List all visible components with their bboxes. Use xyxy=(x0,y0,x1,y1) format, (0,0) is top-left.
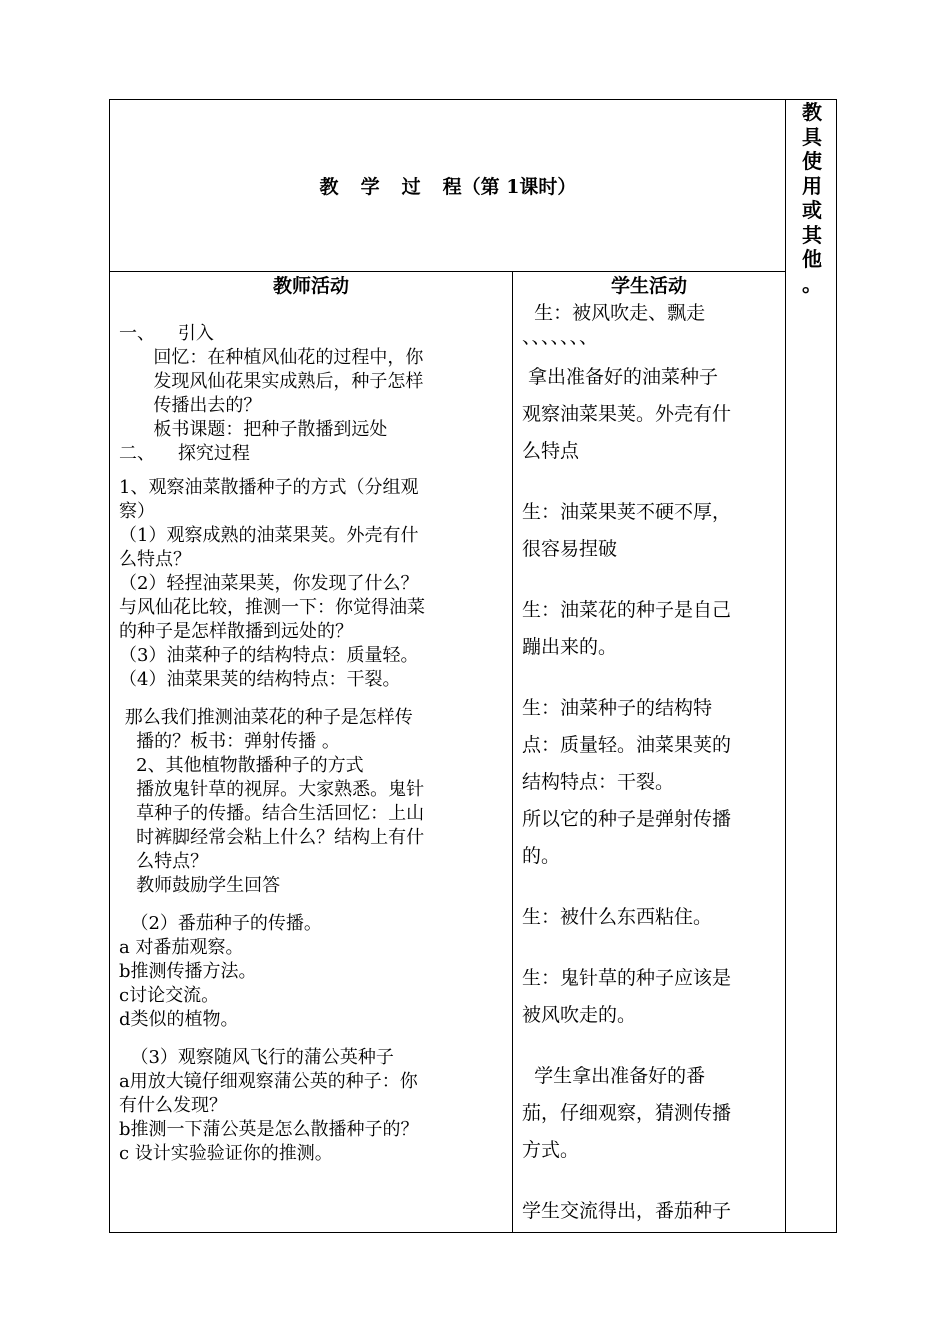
student-line: 生：油菜种子的结构特 xyxy=(522,697,713,719)
teacher-line: c 设计实验验证你的推测。 xyxy=(119,1143,333,1164)
side-heading-char: 使 xyxy=(802,149,822,173)
teacher-line: 2、其他植物散播种子的方式 xyxy=(119,755,364,776)
student-line: 点：质量轻。油菜果荚的 xyxy=(522,734,732,756)
teacher-blank-line xyxy=(119,692,504,706)
student-blank-line xyxy=(522,875,777,899)
student-line: 的。 xyxy=(522,845,561,867)
student-line: 生：鬼针草的种子应该是 xyxy=(522,967,732,989)
teacher-line: 二、 探究过程 xyxy=(119,443,250,464)
side-heading-char: 他 xyxy=(802,247,822,271)
student-line: 茄，仔细观察，猜测传播 xyxy=(522,1102,732,1124)
title-char: 程（第 1课时） xyxy=(442,176,577,198)
teacher-line: 发现风仙花果实成熟后，种子怎样 xyxy=(119,371,424,392)
student-line: 生：油菜花的种子是自己 xyxy=(522,599,732,621)
teacher-line: 一、 引入 xyxy=(119,323,214,344)
student-activity-heading: 学生活动 xyxy=(610,275,687,297)
student-line: 所以它的种子是弹射传播 xyxy=(522,808,732,830)
student-blank-line xyxy=(522,1169,777,1193)
side-heading-char: 或 xyxy=(802,198,822,222)
teacher-line: 么特点？ xyxy=(119,851,209,872)
teacher-line: 回忆：在种植风仙花的过程中，你 xyxy=(119,347,424,368)
teacher-line: b推测一下蒲公英是怎么散播种子的？ xyxy=(119,1119,419,1140)
teacher-line: 有什么发现？ xyxy=(119,1095,227,1116)
teacher-line: a用放大镜仔细观察蒲公英的种子：你 xyxy=(119,1071,418,1092)
student-blank-line xyxy=(522,349,777,359)
teacher-line: 播的？板书：弹射传播 。 xyxy=(119,731,340,752)
teacher-line: 时裤脚经常会粘上什么？结构上有什 xyxy=(119,827,425,848)
teacher-line: b推测传播方法。 xyxy=(119,961,257,982)
teacher-line: （2）轻捏油菜果荚，你发现了什么？ xyxy=(119,573,419,594)
teacher-line: （4）油菜果荚的结构特点：干裂。 xyxy=(119,669,401,690)
teacher-activity-content xyxy=(119,322,504,1166)
side-heading-char: 其 xyxy=(802,222,822,247)
student-line: 被风吹走的。 xyxy=(522,1004,637,1026)
teacher-line: 察） xyxy=(119,501,155,522)
student-line: 蹦出来的。 xyxy=(522,636,618,658)
student-line: 、、、、、、、 xyxy=(522,326,599,348)
student-line: 结构特点：干裂。 xyxy=(522,771,675,793)
teacher-blank-line xyxy=(119,466,504,476)
student-line: 方式。 xyxy=(522,1139,580,1161)
teacher-line: c讨论交流。 xyxy=(119,985,220,1006)
student-line: 么特点 xyxy=(522,440,580,462)
lesson-plan-table xyxy=(109,99,837,1233)
side-heading-char: 教 xyxy=(802,100,822,124)
side-heading-char: 。 xyxy=(802,271,822,296)
student-activity-content xyxy=(522,301,777,1230)
side-heading-char: 用 xyxy=(802,173,822,198)
teacher-blank-line xyxy=(119,1032,504,1046)
title-char: 学 xyxy=(360,176,380,198)
student-line: 生：油菜果荚不硬不厚， xyxy=(522,501,732,523)
student-line: 生：被风吹走、飘走 xyxy=(522,302,706,324)
teacher-line: 传播出去的？ xyxy=(119,395,262,416)
student-line: 拿出准备好的油菜种子 xyxy=(522,366,719,388)
teacher-activity-heading: 教师活动 xyxy=(272,275,349,297)
teacher-line: 教师鼓励学生回答 xyxy=(119,875,281,896)
student-line: 观察油菜果荚。外壳有什 xyxy=(522,403,732,425)
teacher-line: （1）观察成熟的油菜果荚。外壳有什 xyxy=(119,525,419,546)
teacher-line: 草种子的传播。结合生活回忆：上山 xyxy=(119,803,425,824)
student-blank-line xyxy=(522,470,777,494)
student-blank-line xyxy=(522,936,777,960)
teacher-line: （2）番茄种子的传播。 xyxy=(119,913,322,934)
teacher-line: （3）观察随风飞行的蒲公英种子 xyxy=(119,1047,394,1068)
teacher-line: 么特点？ xyxy=(119,549,191,570)
teacher-line: 板书课题：把种子散播到远处 xyxy=(119,419,388,440)
side-heading-char: 具 xyxy=(802,124,822,149)
student-blank-line xyxy=(522,568,777,592)
teacher-line: d类似的植物。 xyxy=(119,1009,239,1030)
header-row-divider xyxy=(110,271,785,272)
activity-column-divider xyxy=(512,271,513,1232)
teacher-line: 与风仙花比较，推测一下：你觉得油菜 xyxy=(119,597,425,618)
teacher-line: a 对番茄观察。 xyxy=(119,937,244,958)
page-title xyxy=(110,175,786,199)
teacher-line: 1、观察油菜散播种子的方式（分组观 xyxy=(119,477,419,498)
student-line: 学生交流得出，番茄种子 xyxy=(522,1200,732,1222)
student-blank-line xyxy=(522,1034,777,1058)
teacher-line: 播放鬼针草的视屏。大家熟悉。鬼针 xyxy=(119,779,425,800)
teacher-blank-line xyxy=(119,898,504,912)
teacher-line: 的种子是怎样散播到远处的？ xyxy=(119,621,353,642)
student-line: 学生拿出准备好的番 xyxy=(522,1065,706,1087)
title-char: 过 xyxy=(401,176,421,198)
title-char: 教 xyxy=(319,176,339,198)
student-line: 很容易捏破 xyxy=(522,538,618,560)
teacher-line: （3）油菜种子的结构特点：质量轻。 xyxy=(119,645,419,666)
student-line: 生：被什么东西粘住。 xyxy=(522,906,713,928)
student-blank-line xyxy=(522,666,777,690)
materials-column-heading xyxy=(786,100,838,296)
teacher-line: 那么我们推测油菜花的种子是怎样传 xyxy=(119,707,413,728)
